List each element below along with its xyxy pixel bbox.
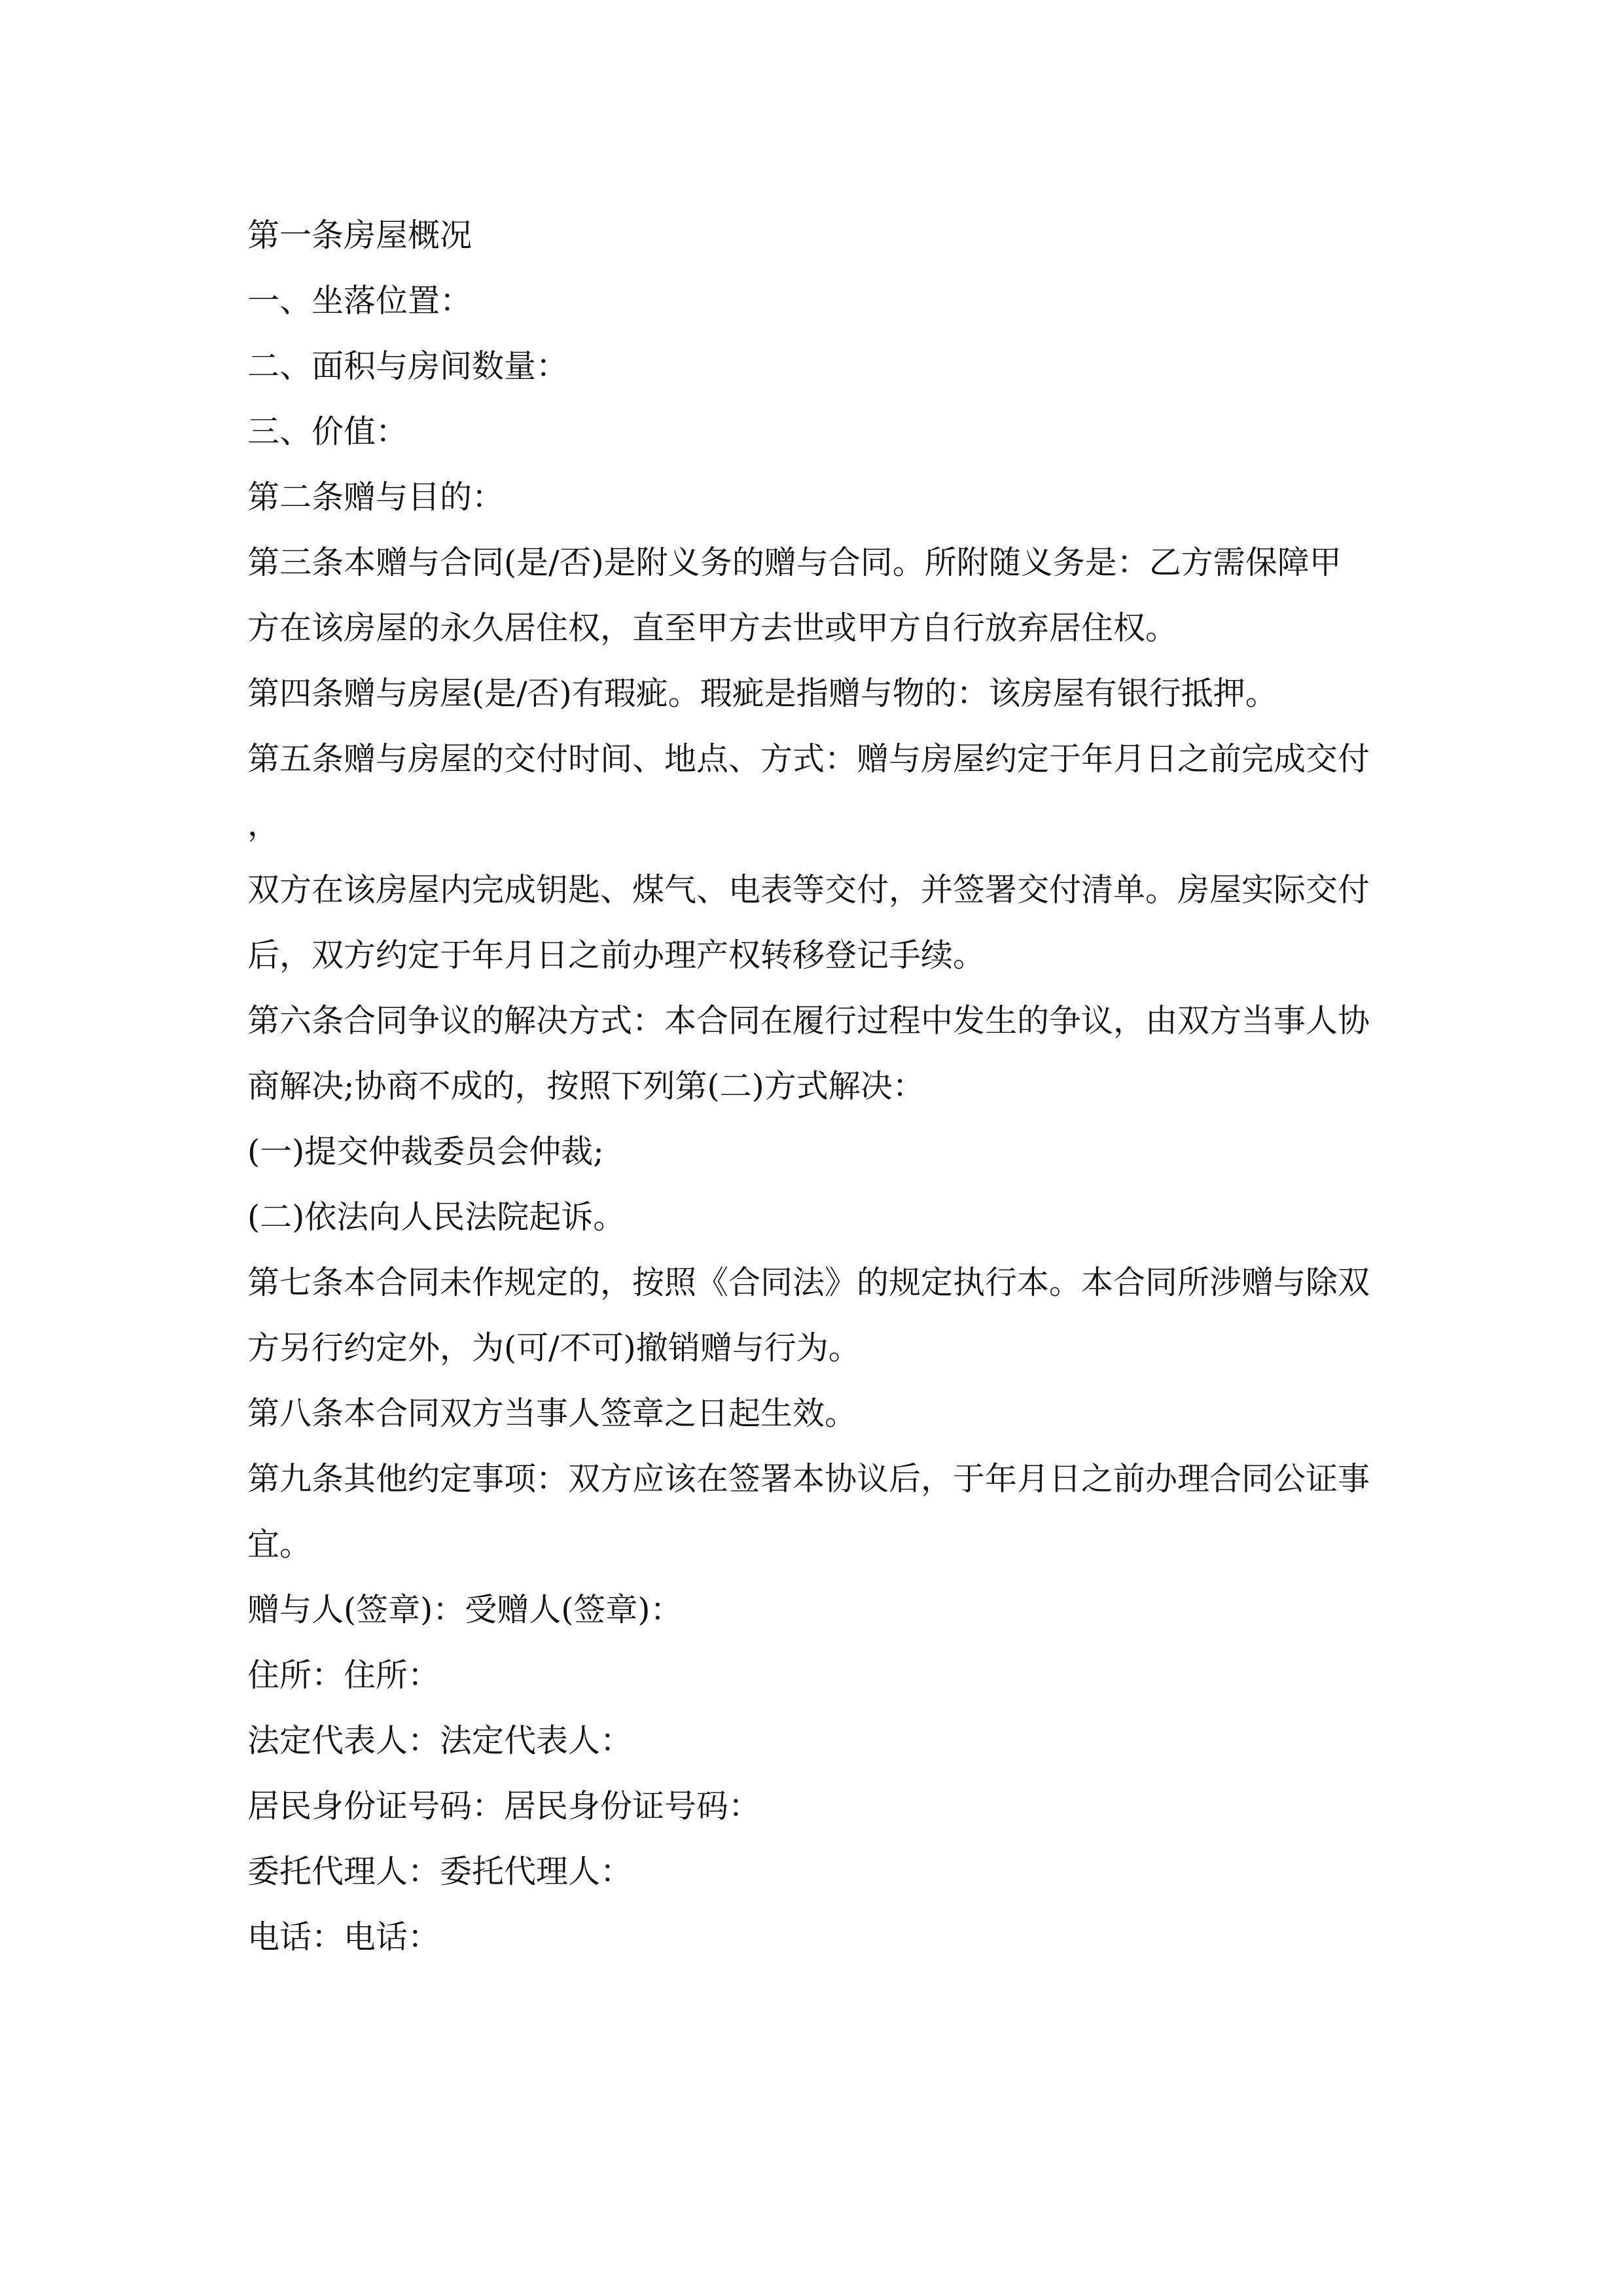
article-5-line-3: 后，双方约定于年月日之前办理产权转移登记手续。 <box>247 937 986 974</box>
article-3-line-1: 第三条本赠与合同(是/否)是附义务的赠与合同。所附随义务是：乙方需保障甲 <box>247 544 1342 581</box>
id-number-line: 居民身份证号码：居民身份证号码： <box>247 1787 761 1825</box>
article-3-line-2: 方在该房屋的永久居住权，直至甲方去世或甲方自行放弃居住权。 <box>247 609 1178 647</box>
article-6-line-1: 第六条合同争议的解决方式：本合同在履行过程中发生的争议，由双方当事人协 <box>247 1002 1370 1039</box>
article-4: 第四条赠与房屋(是/否)有瑕疵。瑕疵是指赠与物的：该房屋有银行抵押。 <box>247 675 1277 712</box>
article-2-purpose: 第二条赠与目的： <box>247 478 505 516</box>
value-field: 三、价值： <box>247 413 408 450</box>
phone-line: 电话：电话： <box>247 1918 440 1956</box>
contract-body <box>247 203 1393 1970</box>
article-1-heading: 第一条房屋概况 <box>247 217 473 254</box>
area-rooms-field: 二、面积与房间数量： <box>247 348 569 385</box>
article-5-line-1: 第五条赠与房屋的交付时间、地点、方式：赠与房屋约定于年月日之前完成交付， <box>247 740 1370 843</box>
article-9-line-1: 第九条其他约定事项：双方应该在签署本协议后，于年月日之前办理合同公证事 <box>247 1460 1370 1498</box>
article-9-line-2: 宜。 <box>247 1526 312 1563</box>
location-field: 一、坐落位置： <box>247 282 473 319</box>
article-6-line-2: 商解决;协商不成的，按照下列第(二)方式解决： <box>247 1067 925 1105</box>
agent-line: 委托代理人：委托代理人： <box>247 1853 633 1890</box>
address-line: 住所：住所： <box>247 1657 440 1694</box>
article-5-line-2: 双方在该房屋内完成钥匙、煤气、电表等交付，并签署交付清单。房屋实际交付 <box>247 871 1370 908</box>
litigation-option: (二)依法向人民法院起诉。 <box>247 1198 626 1236</box>
legal-representative-line: 法定代表人：法定代表人： <box>247 1722 633 1759</box>
article-7-line-1: 第七条本合同未作规定的，按照《合同法》的规定执行本。本合同所涉赠与除双 <box>247 1264 1370 1301</box>
signature-line: 赠与人(签章)：受赠人(签章)： <box>247 1591 683 1628</box>
arbitration-option: (一)提交仲裁委员会仲裁; <box>247 1133 604 1170</box>
article-8: 第八条本合同双方当事人签章之日起生效。 <box>247 1395 857 1432</box>
article-7-line-2: 方另行约定外，为(可/不可)撤销赠与行为。 <box>247 1329 861 1367</box>
